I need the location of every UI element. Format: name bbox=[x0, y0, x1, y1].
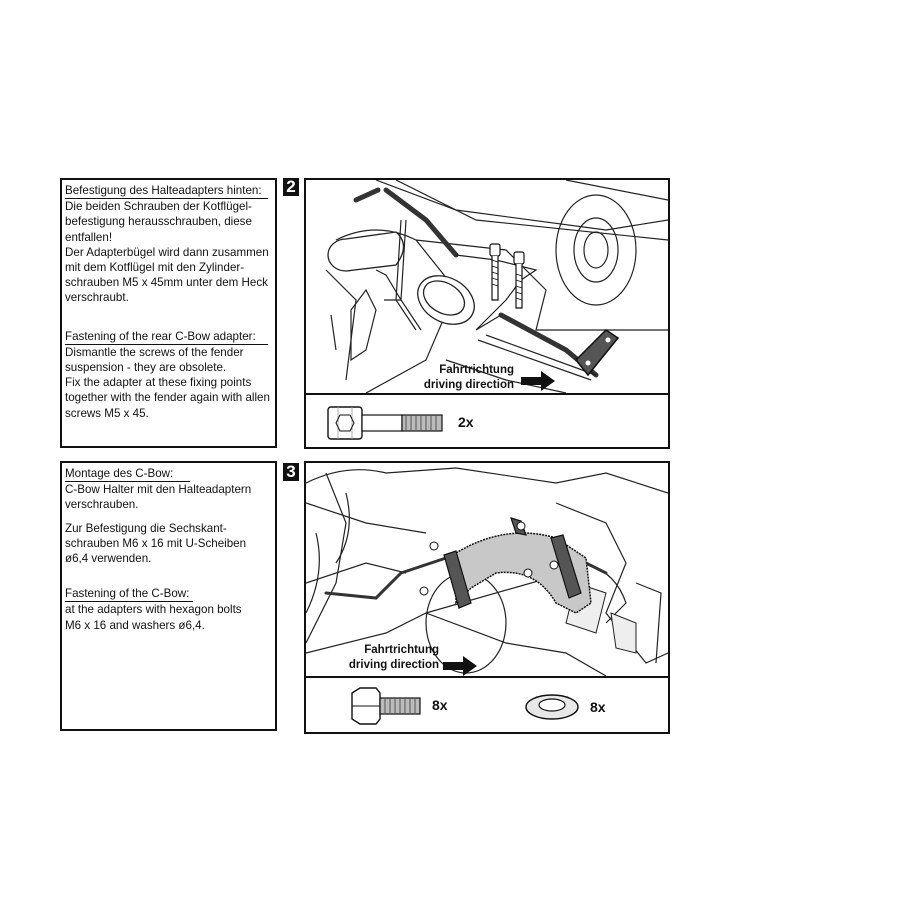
step2-parts-row bbox=[304, 393, 670, 449]
step2-part-qty: 2x bbox=[458, 414, 474, 430]
hexagon-bolt-icon bbox=[350, 687, 422, 725]
step3-de-text2: Zur Befestigung die Sechskant- schrauben M6 x 16 mit U-Scheiben ø6,4 verwenden. bbox=[65, 521, 247, 566]
washer-icon bbox=[524, 692, 580, 722]
step3-direction-de: Fahrtrichtung bbox=[364, 644, 439, 656]
step2-direction-de: Fahrtrichtung bbox=[439, 364, 514, 376]
allen-screw-icon bbox=[326, 405, 446, 441]
step2-rear-fender-drawing bbox=[306, 180, 668, 393]
step3-direction-en: driving direction bbox=[348, 659, 439, 671]
step3-de-heading: Montage des C-Bow: bbox=[65, 466, 190, 482]
step3-illustration bbox=[304, 461, 670, 678]
step3-bolt-qty: 8x bbox=[432, 697, 448, 713]
step2-direction-label bbox=[398, 363, 514, 393]
step2-de-heading: Befestigung des Halteadapters hinten: bbox=[65, 183, 268, 199]
step3-en-text: at the adapters with hexagon bolts M6 x 16 and washers ø6,4. bbox=[65, 603, 242, 632]
step2-en-text: Dismantle the screws of the fender suspension - they are obsolete. Fix the adapter at these fixing points together with the fender again with allen screws M5 x 45. bbox=[65, 345, 270, 420]
step2-en-heading: Fastening of the rear C-Bow adapter: bbox=[65, 329, 268, 345]
step2-arrow-right-icon bbox=[521, 371, 555, 391]
step3-en-heading: Fastening of the C-Bow: bbox=[65, 586, 193, 602]
step3-direction-label bbox=[326, 643, 439, 673]
step3-washer-qty: 8x bbox=[590, 699, 606, 715]
step3-de-text: C-Bow Halter mit den Halteadaptern verschrauben. bbox=[65, 483, 252, 512]
step3-text-box bbox=[60, 461, 277, 731]
step3-parts-row bbox=[304, 676, 670, 734]
step2-text-box bbox=[60, 178, 277, 448]
step2-direction-en: driving direction bbox=[423, 379, 514, 391]
step2-illustration bbox=[304, 178, 670, 395]
step3-arrow-right-icon bbox=[443, 656, 477, 676]
step2-de-text: Die beiden Schrauben der Kotflügel- befestigung herausschrauben, diese entfallen! Der Adapterbügel wird dann zusammen mit dem Kotflügel mit den Zylinder- schrauben M5 x 45mm unter dem Heck verschraubt. bbox=[65, 200, 269, 305]
step3-number: 3 bbox=[283, 463, 299, 481]
step2-number: 2 bbox=[283, 178, 299, 196]
